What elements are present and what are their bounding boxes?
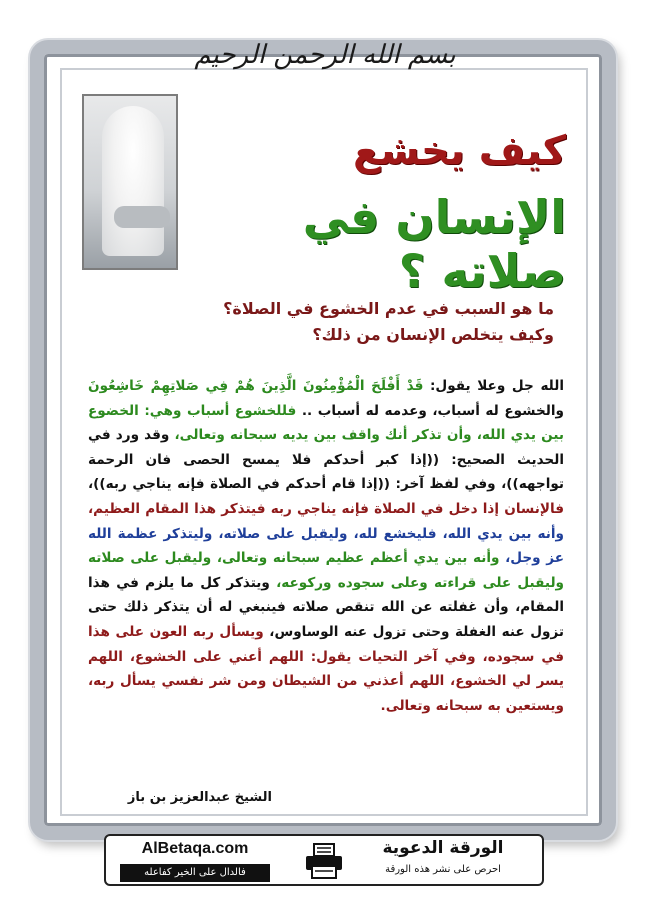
worshipper-photo — [82, 94, 178, 270]
body-segment: وأنه بين يدي أعظم عظيم سبحانه وتعالى، وليقبل على صلاته وليقبل على قراءته وعلى سجوده وركوعه، — [88, 550, 564, 591]
body-segment: ويتذكر كل ما يلزم في هذا المقام، وأن غفلته عن الله تنقص صلاته فينبغي له أن يتذكر ذلك حتى تزول عنه الغفلة وحتى تزول عنه الوساوس، — [88, 574, 565, 640]
fatwa-body — [88, 374, 564, 718]
author-signature: الشيخ عبدالعزيز بن باز — [127, 790, 272, 805]
printer-icon — [304, 842, 344, 880]
footer-brand: الورقة الدعوية — [382, 838, 504, 858]
body-segment-quran: قَدْ أَفْلَحَ الْمُؤْمِنُونَ الَّذِينَ هُمْ فِي صَلاتِهِمْ خَاشِعُونَ — [88, 378, 424, 394]
title-line-2: الإنسان في صلاته ؟ — [302, 190, 566, 298]
title-line-1: كيف يخشع — [352, 128, 566, 174]
body-segment: وأنه بين يدي الله، فليخشع لله، وليقبل على صلاته، وليتذكر عظمة الله عز وجل، — [88, 525, 564, 567]
question-remedy: وكيف يتخلص الإنسان من ذلك؟ — [312, 325, 554, 344]
body-segment: والخشوع له أسباب، وعدمه له أسباب .. — [296, 402, 564, 419]
body-segment: الله جل وعلا يقول: — [423, 378, 564, 394]
footer-slogan: فالدال على الخير كفاعله — [120, 864, 270, 882]
body-segment-dua: ويسأل ربه العون على هذا في سجوده، وفي آخر التحيات يقول: اللهم أعني على الخشوع، اللهم يسر لي الخشوع، اللهم أعذني من الشيطان ومن شر نفسي يسأل ربه، ويستعين به سبحانه وتعالى. — [88, 623, 564, 714]
site-link[interactable]: AlBetaqa.com — [141, 840, 249, 857]
body-segment: فالإنسان إذا دخل في الصلاة فإنه يناجي ربه فيتذكر هذا المقام العظيم، — [88, 500, 564, 517]
footer-tagline: احرص على نشر هذه الورقة — [385, 864, 501, 875]
white-garment — [102, 106, 164, 256]
footer-banner — [104, 834, 544, 886]
question-cause: ما هو السبب في عدم الخشوع في الصلاة؟ — [223, 299, 554, 318]
body-segment-hadith: وقد ورد في الحديث الصحيح: ((إذا كبر أحدكم فلا يمسح الحصى فان الرحمة تواجهه))، وفي لفظ آخر: ((إذا قام أحدكم في الصلاة فإنه يناجي ربه))، — [88, 427, 564, 493]
questions-block — [134, 296, 554, 348]
body-segment: فللخشوع أسباب وهي: الخضوع بين يدي الله، وأن تذكر أنك واقف بين يديه سبحانه وتعالى، — [88, 402, 564, 444]
basmala-calligraphy: بسم الله الرحمن الرحيم — [194, 40, 456, 70]
folded-arms — [114, 206, 170, 228]
